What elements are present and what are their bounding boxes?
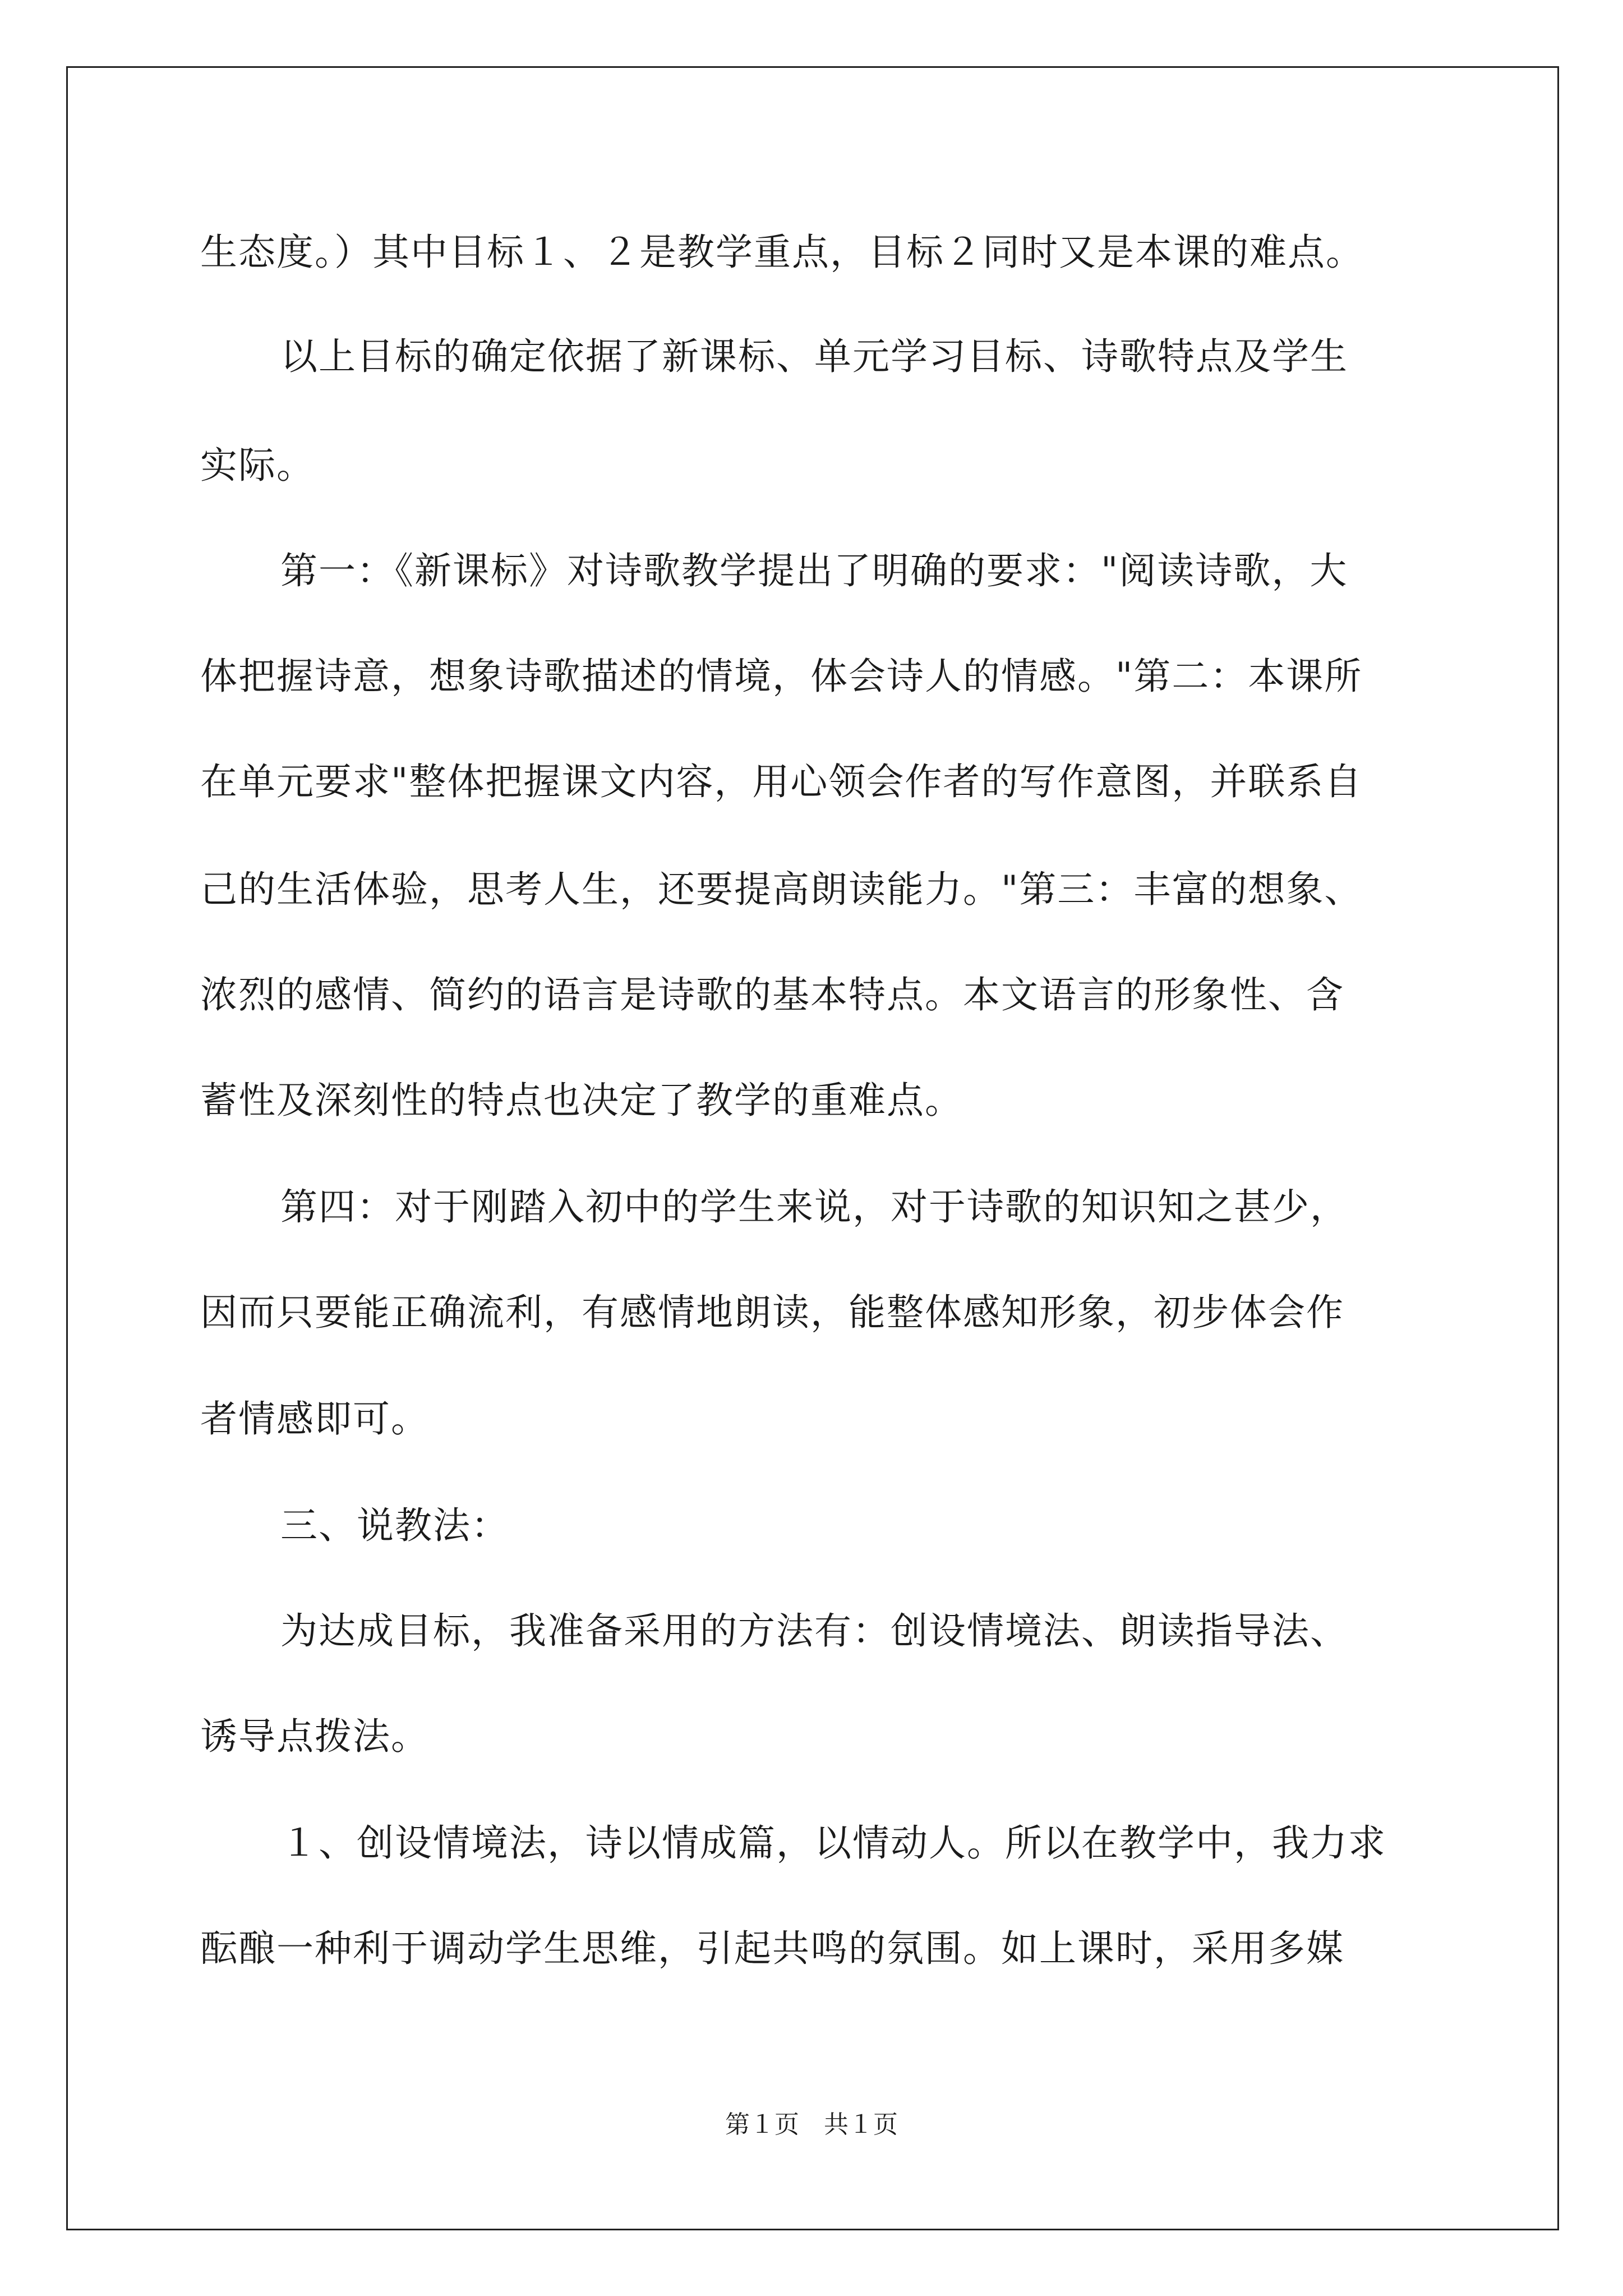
body-line-1: 生态度。）其中目标１、２是教学重点，目标２同时又是本课的难点。 [200, 231, 1364, 274]
body-line-14: 为达成目标，我准备采用的方法有：创设情境法、朗读指导法、 [280, 1609, 1348, 1653]
page-border [66, 66, 1559, 2230]
body-line-11: 因而只要能正确流利，有感情地朗读，能整体感知形象，初步体会作 [200, 1291, 1344, 1334]
body-line-17: 酝酿一种利于调动学生思维，引起共鸣的氛围。如上课时，采用多媒 [200, 1927, 1344, 1970]
section-heading-teaching-methods: 三、说教法： [280, 1504, 509, 1547]
page-footer: 第１页 共１页 [725, 2110, 898, 2139]
body-line-5: 体把握诗意，想象诗歌描述的情境，体会诗人的情感。"第二：本课所 [200, 655, 1363, 698]
body-line-10: 第四：对于刚踏入初中的学生来说，对于诗歌的知识知之甚少， [280, 1185, 1348, 1228]
body-line-3: 实际。 [200, 444, 315, 487]
body-line-6: 在单元要求"整体把握课文内容，用心领会作者的写作意图，并联系自 [200, 760, 1363, 803]
body-line-2: 以上目标的确定依据了新课标、单元学习目标、诗歌特点及学生 [280, 335, 1348, 378]
body-line-4: 第一：《新课标》对诗歌教学提出了明确的要求："阅读诗歌，大 [280, 549, 1348, 592]
body-line-9: 蓄性及深刻性的特点也决定了教学的重难点。 [200, 1079, 963, 1122]
body-line-7: 己的生活体验，思考人生，还要提高朗读能力。"第三：丰富的想象、 [200, 868, 1363, 911]
body-line-8: 浓烈的感情、简约的语言是诗歌的基本特点。本文语言的形象性、含 [200, 973, 1344, 1016]
body-line-15: 诱导点拨法。 [200, 1715, 429, 1758]
body-line-16: １、创设情境法，诗以情成篇，以情动人。所以在教学中，我力求 [280, 1821, 1386, 1865]
body-line-12: 者情感即可。 [200, 1397, 429, 1441]
